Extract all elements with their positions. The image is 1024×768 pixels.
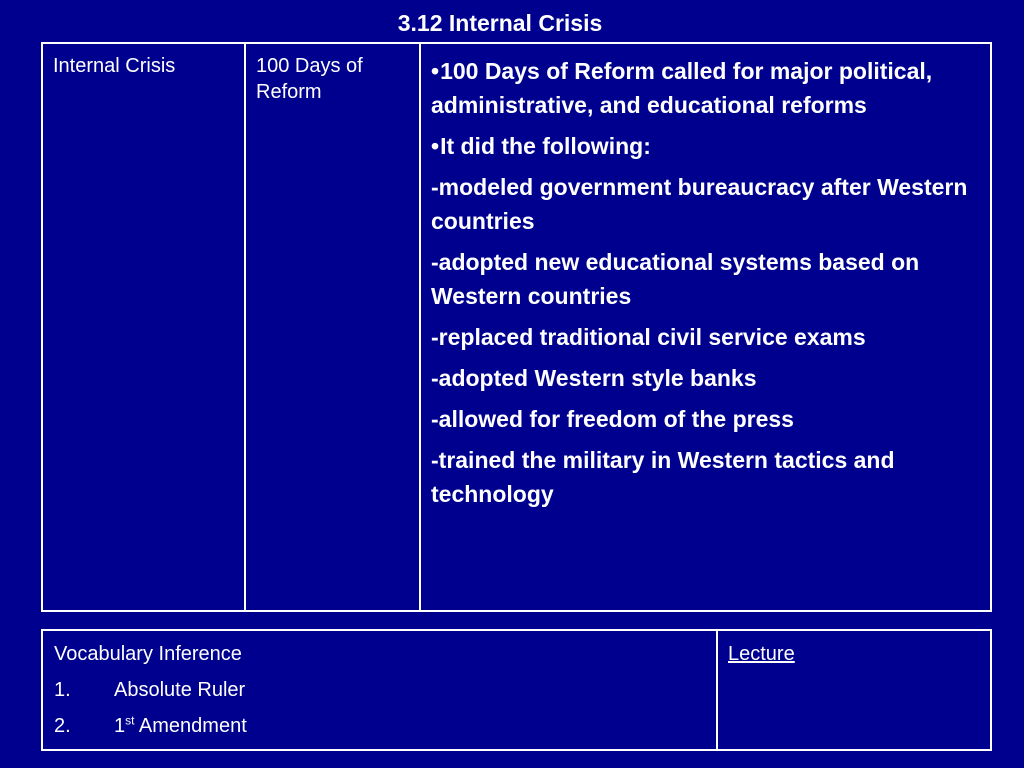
- note-text: It did the following:: [440, 133, 651, 159]
- note-text: -replaced traditional civil service exams: [431, 324, 866, 350]
- activity-row: [42, 630, 991, 750]
- note-text: -adopted Western style banks: [431, 365, 757, 391]
- bullet-marker: •: [431, 58, 440, 84]
- ordinal-superscript: st: [125, 713, 135, 728]
- note-text: -adopted new educational systems based on Western countries: [431, 249, 920, 309]
- vocabulary-term: Absolute Ruler: [114, 679, 246, 701]
- subtopic-label: 100 Days of Reform: [256, 55, 363, 103]
- vocabulary-term-prefix: 1: [114, 715, 126, 737]
- vocabulary-term-suffix: Amendment: [134, 715, 247, 737]
- vocabulary-item: [54, 677, 706, 703]
- vocabulary-number: 1.: [54, 679, 71, 701]
- note-line: [431, 361, 982, 395]
- note-line: [431, 245, 982, 313]
- vocabulary-item: [54, 713, 706, 739]
- note-line: [431, 402, 982, 436]
- lecture-link[interactable]: Lecture: [728, 643, 795, 665]
- vocabulary-number: 2.: [54, 715, 71, 737]
- note-line: [431, 170, 982, 238]
- notes-table: [41, 42, 992, 612]
- notes-row: [42, 43, 991, 611]
- vocabulary-heading: Vocabulary Inference: [54, 643, 242, 665]
- note-line: [431, 320, 982, 354]
- note-text: 100 Days of Reform called for major political, administrative, and educational reforms: [431, 58, 933, 118]
- slide-title: 3.12 Internal Crisis: [397, 10, 603, 36]
- note-line: [431, 129, 982, 163]
- vocabulary-cell: [42, 630, 717, 750]
- vocabulary-term: [114, 713, 247, 739]
- note-text: -allowed for freedom of the press: [431, 406, 794, 432]
- activity-table: [41, 629, 992, 751]
- subtopic-cell: [245, 43, 420, 611]
- bullet-marker: •: [431, 133, 440, 159]
- note-line: [431, 443, 982, 511]
- notes-cell: [420, 43, 991, 611]
- topic-cell: [42, 43, 245, 611]
- topic-label: Internal Crisis: [53, 55, 176, 77]
- note-text: -trained the military in Western tactics and technology: [431, 447, 895, 507]
- note-text: -modeled government bureaucracy after Western countries: [431, 174, 968, 234]
- lecture-cell: [717, 630, 991, 750]
- note-line: [431, 54, 982, 122]
